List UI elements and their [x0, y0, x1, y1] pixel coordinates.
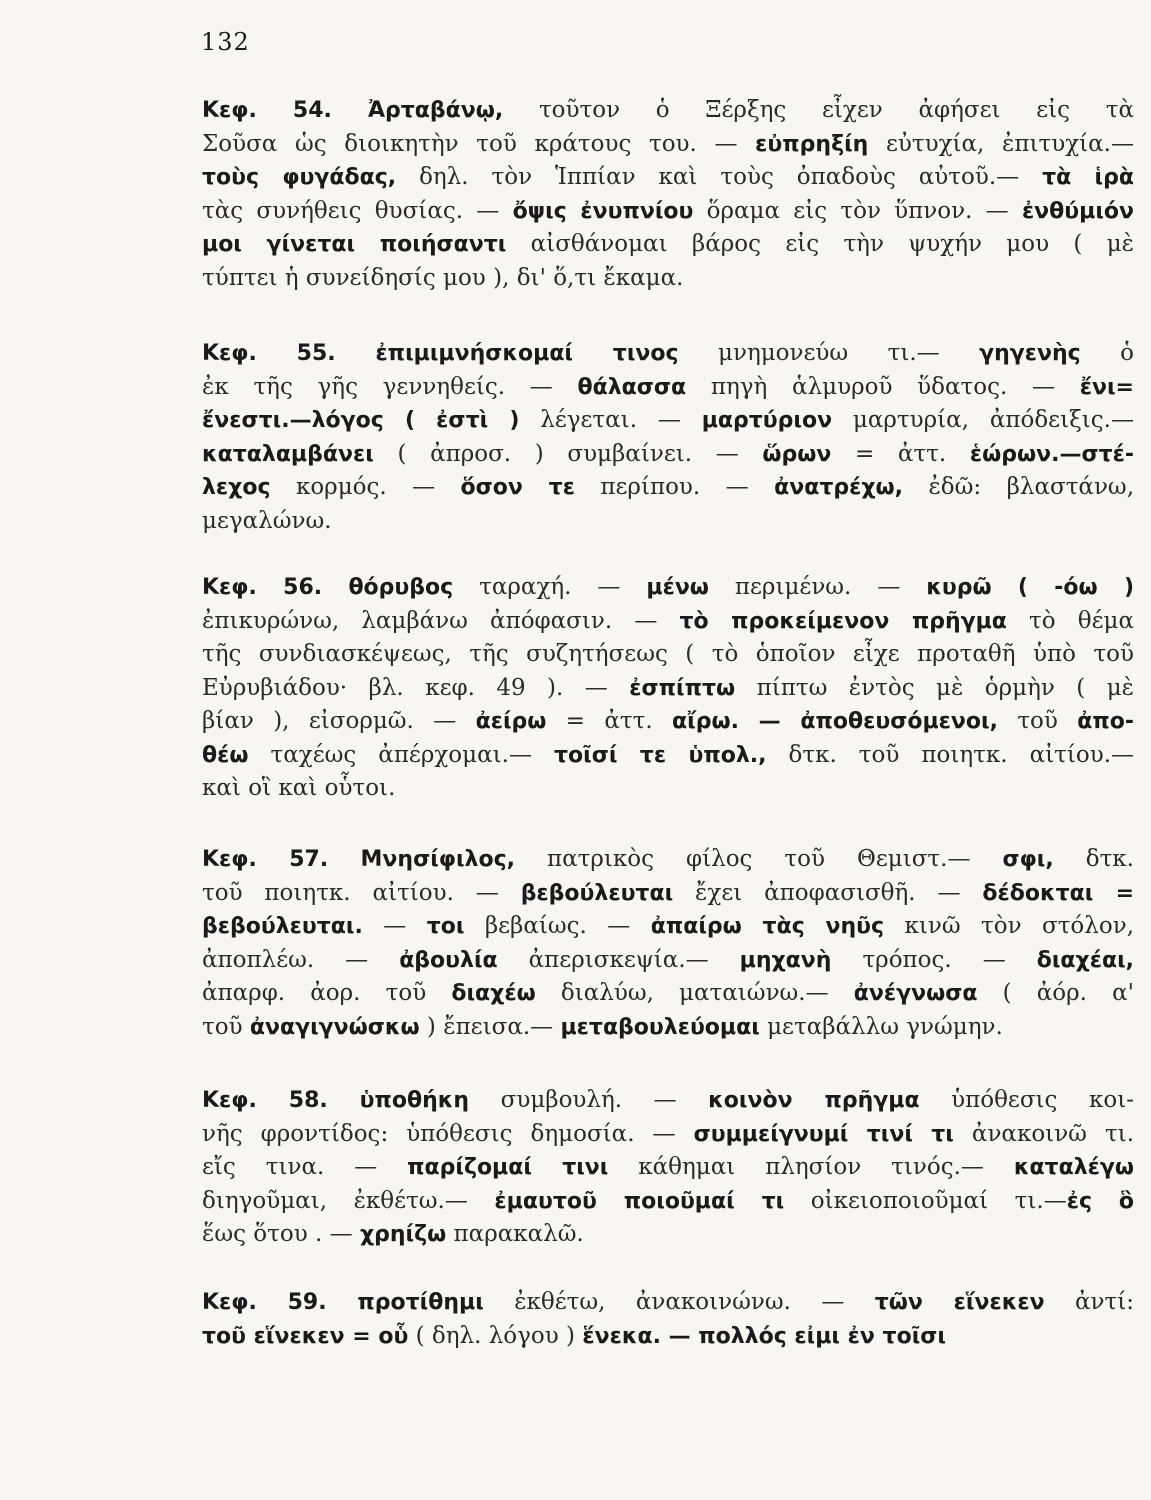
text-line — [202, 910, 1134, 944]
gloss-text: τὰς συνήθεις θυσίας. — — [202, 197, 513, 224]
headword: ἔνεστι.—λόγος ( ἐστὶ ) — [202, 408, 520, 433]
headword: χρηίζω — [359, 1222, 447, 1247]
text-line — [202, 739, 1134, 773]
headword: μένω — [646, 575, 709, 600]
gloss-text: ἐκθέτω, ἀνακοινώνω. — — [483, 1289, 875, 1315]
text-line — [202, 705, 1134, 739]
headword: τὸ προκείμενον πρῆγμα — [679, 608, 1007, 634]
text-line — [202, 262, 1134, 296]
gloss-text: συμβουλή. — — [469, 1087, 709, 1113]
text-line — [202, 571, 1134, 605]
gloss-text: μεγαλώνω. — [202, 507, 332, 534]
gloss-text: τρόπος. — — [831, 946, 1037, 973]
gloss-text: κάθημαι πλησίον τινός.— — [608, 1154, 1014, 1180]
headword: συμμείγνυμί τινί τι — [693, 1121, 954, 1147]
text-line — [202, 337, 1134, 371]
text-line — [202, 228, 1134, 262]
headword: καταλαμβάνει — [202, 441, 374, 467]
text-line — [202, 1011, 1134, 1045]
text-line — [202, 1185, 1134, 1219]
text-line — [202, 128, 1134, 162]
text-line — [202, 1218, 1134, 1252]
gloss-text: καὶ οἳ καὶ οὗτοι. — [202, 775, 396, 801]
chapter-entry-56 — [202, 571, 1134, 806]
text-line — [202, 371, 1134, 405]
headword: τοὺς φυγάδας, — [202, 165, 397, 190]
gloss-text: μεταβάλλω γνώμην. — [759, 1013, 1003, 1040]
text-line — [202, 843, 1134, 877]
gloss-text: δτκ. τοῦ ποιητκ. αἰτίου.— — [766, 741, 1135, 768]
gloss-text: μνημονεύω τι.— — [678, 340, 980, 366]
gloss-text: διηγοῦμαι, ἐκθέτω.— — [202, 1187, 495, 1214]
text-line — [202, 195, 1134, 229]
gloss-text: κορμός. — — [270, 474, 461, 500]
headword: ἀβουλία — [399, 947, 498, 973]
gloss-text: ἀποπλέω. — — [202, 946, 400, 973]
gloss-text: δτκ. — [1053, 846, 1134, 872]
headword: τῶν εἵνεκεν — [874, 1290, 1045, 1315]
gloss-text: ἐκ τῆς γῆς γεννηθείς. — — [202, 373, 578, 400]
chapter-entry-57 — [202, 843, 1134, 1044]
gloss-text: τύπτει ἡ συνείδησίς μου ), δι' ὅ,τι ἔκαμα. — [202, 264, 684, 291]
chapter-entry-55 — [202, 337, 1134, 538]
headword: ἀνέγνωσα — [853, 981, 978, 1006]
text-line — [202, 772, 1134, 806]
gloss-text: ἀπαρφ. ἀορ. τοῦ — [202, 980, 452, 1006]
headword: μεταβουλεύομαι — [560, 1014, 760, 1040]
gloss-text: ταραχή. — — [453, 574, 647, 600]
text-line — [202, 605, 1134, 639]
text-line — [202, 1286, 1134, 1320]
headword: αἴρω. — ἀποθευσόμενοι, — [672, 709, 998, 734]
text-line — [202, 505, 1134, 539]
chapter-label: Κεφ. 58. — [202, 1088, 360, 1113]
gloss-text: ἕως ὅτου . — — [202, 1221, 360, 1247]
headword: Ἀρταβάνῳ, — [367, 98, 504, 123]
chapter-entry-54 — [202, 94, 1134, 295]
gloss-text: τοῦ ποιητκ. αἰτίου. — — [202, 879, 521, 906]
gloss-text: δηλ. τὸν Ἱππίαν καὶ τοὺς ὀπαδοὺς αὐτοῦ.— — [396, 164, 1043, 190]
text-line — [202, 977, 1134, 1011]
chapter-entry-58 — [202, 1084, 1134, 1252]
gloss-text: βίαν ), εἰσορμῶ. — — [202, 708, 476, 734]
headword: μοι γίνεται ποιήσαντι — [202, 232, 507, 257]
gloss-text: — — [362, 913, 427, 939]
headword: ὑποθήκη — [359, 1088, 470, 1113]
gloss-text: ἐδῶ: βλαστάνω, — [903, 474, 1134, 500]
headword: ἔνι= — [1079, 374, 1134, 400]
headword: τοῖσί τε ὑπολ., — [554, 742, 767, 768]
gloss-text: περίπου. — — [574, 474, 775, 500]
headword: κυρῶ ( -όω ) — [926, 575, 1135, 600]
headword: βεβούλευται — [520, 880, 674, 906]
gloss-text: πηγὴ ἁλμυροῦ ὕδατος. — — [686, 373, 1080, 400]
headword: σφι, — [1002, 847, 1054, 872]
gloss-text: ἐπικυρώνω, λαμβάνω ἀπόφασιν. — — [202, 607, 680, 634]
chapter-entry-59 — [202, 1286, 1134, 1353]
text-line — [202, 1118, 1134, 1152]
text-line — [202, 161, 1134, 195]
gloss-text: = ἀττ. — [831, 440, 970, 467]
gloss-text: νῆς φροντίδος: ὑπόθεσις δημοσία. — — [202, 1120, 694, 1147]
gloss-text: ὑπόθεσις κοι- — [919, 1087, 1134, 1113]
gloss-text: ἀνακοινῶ τι. — [953, 1120, 1135, 1147]
text-line — [202, 944, 1134, 978]
gloss-text: τὸ θέμα — [1006, 607, 1135, 634]
gloss-text: οἰκειοποιοῦμαί τι.— — [784, 1187, 1067, 1214]
headword: ἐπιμιμνήσκομαί τινος — [375, 341, 679, 366]
headword: θέω — [202, 742, 249, 768]
chapter-label: Κεφ. 57. — [202, 847, 361, 872]
text-line — [202, 877, 1134, 911]
headword: ἑώρων.—στέ- — [969, 441, 1135, 467]
headword: τοῦ εἵνεκεν = οὗ — [202, 1323, 409, 1349]
text-line — [202, 1320, 1134, 1354]
gloss-text: ταχέως ἀπέρχομαι.— — [248, 741, 554, 768]
headword: βεβούλευται. — [202, 914, 363, 939]
headword: δέδοκται = — [982, 880, 1134, 906]
gloss-text: βεβαίως. — — [464, 913, 651, 939]
chapter-label: Κεφ. 59. — [202, 1290, 358, 1315]
gloss-text: αἰσθάνομαι βάρος εἰς τὴν ψυχήν μου ( μὲ — [506, 231, 1134, 257]
text-line — [202, 638, 1134, 672]
gloss-text: λέγεται. — — [519, 407, 702, 433]
headword: ἐμαυτοῦ ποιοῦμαί τι — [494, 1188, 785, 1214]
headword: ἐνθύμιόν — [1021, 198, 1134, 224]
gloss-text: Εὐρυβιάδου· βλ. κεφ. 49 ). — — [202, 674, 630, 701]
headword: ὥρων — [762, 441, 832, 467]
headword: μαρτύριον — [701, 408, 833, 433]
gloss-text: διαλύω, ματαιώνω.— — [535, 980, 854, 1006]
gloss-text: ( ἀπροσ. ) συμβαίνει. — — [373, 440, 763, 467]
gloss-text: εὐτυχία, ἐπιτυχία.— — [868, 130, 1134, 157]
gloss-text: τοῦτον ὁ Ξέρξης εἶχεν ἀφήσει εἰς τὰ — [503, 97, 1135, 123]
gloss-text: τῆς συνδιασκέψεως, τῆς συζητήσεως ( τὸ ὁποῖον εἶχε προταθῆ ὑπὸ τοῦ — [202, 641, 1134, 667]
gloss-text: παρακαλῶ. — [446, 1221, 584, 1247]
gloss-text: ἔχει ἀποφασισθῆ. — — [673, 879, 983, 906]
gloss-text: τοῦ — [202, 1013, 250, 1040]
gloss-text: πίπτω ἐντὸς μὲ ὁρμὴν ( μὲ — [735, 674, 1134, 701]
chapter-label: Κεφ. 55. — [202, 341, 376, 366]
gloss-text: περιμένω. — — [708, 574, 927, 600]
text-line — [202, 1084, 1134, 1118]
gloss-text: κινῶ τὸν στόλον, — [884, 913, 1135, 939]
headword: λεχος — [202, 475, 271, 500]
headword: μηχανὴ — [739, 947, 832, 973]
headword: προτίθημι — [357, 1290, 484, 1315]
headword: παρίζομαί τινι — [407, 1155, 609, 1180]
gloss-text: τοῦ — [997, 708, 1078, 734]
gloss-text: ( δηλ. λόγου ) — [408, 1322, 583, 1349]
headword: εὐπρηξίη — [755, 131, 869, 157]
gloss-text: πατρικὸς φίλος τοῦ Θεμιστ.— — [515, 846, 1003, 872]
headword: θάλασσα — [577, 374, 687, 400]
headword: καταλέγω — [1013, 1155, 1134, 1180]
gloss-text: ἀντί: — [1044, 1289, 1135, 1315]
headword: ἀπο- — [1077, 709, 1134, 734]
headword: διαχέω — [451, 981, 536, 1006]
headword: ἕνεκα. — πολλός εἰμι ἐν τοῖσι — [582, 1323, 946, 1349]
headword: τοι — [426, 914, 465, 939]
headword: ἀείρω — [475, 709, 547, 734]
gloss-text: = ἀττ. — [546, 708, 673, 734]
headword: τὰ ἱρὰ — [1042, 165, 1134, 190]
gloss-text: ἀπερισκεψία.— — [497, 946, 740, 973]
chapter-label: Κεφ. 54. — [202, 98, 368, 123]
text-line — [202, 404, 1134, 438]
headword: ἀναγιγνώσκω — [249, 1014, 420, 1040]
text-line — [202, 94, 1134, 128]
headword: ὅσον τε — [460, 475, 575, 500]
headword: διαχέαι, — [1036, 947, 1134, 973]
headword: κοινὸν πρῆγμα — [708, 1088, 920, 1113]
text-line — [202, 672, 1134, 706]
headword: γηγενὴς — [979, 341, 1081, 366]
headword: ἀπαίρω τὰς νηῦς — [650, 914, 885, 939]
headword: ἐς ὃ — [1066, 1188, 1135, 1214]
gloss-text: ὅραμα εἰς τὸν ὕπνον. — — [693, 197, 1022, 224]
headword: ἐσπίπτω — [629, 675, 736, 701]
headword: Μνησίφιλος, — [360, 847, 515, 872]
page-number: 132 — [201, 28, 250, 56]
gloss-text: Σοῦσα ὡς διοικητὴν τοῦ κράτους του. — — [202, 130, 756, 157]
chapter-label: Κεφ. 56. — [202, 575, 349, 600]
gloss-text: εἴς τινα. — — [202, 1154, 408, 1180]
text-line — [202, 438, 1134, 472]
gloss-text: ὁ — [1080, 340, 1134, 366]
gloss-text: ( ἀόρ. α' — [977, 980, 1134, 1006]
headword: θόρυβος — [348, 575, 454, 600]
gloss-text: ) ἔπεισα.— — [419, 1013, 561, 1040]
headword: ὄψις ἐνυπνίου — [512, 198, 694, 224]
text-line — [202, 471, 1134, 505]
gloss-text: μαρτυρία, ἀπόδειξις.— — [832, 407, 1134, 433]
headword: ἀνατρέχω, — [774, 475, 904, 500]
text-line — [202, 1151, 1134, 1185]
